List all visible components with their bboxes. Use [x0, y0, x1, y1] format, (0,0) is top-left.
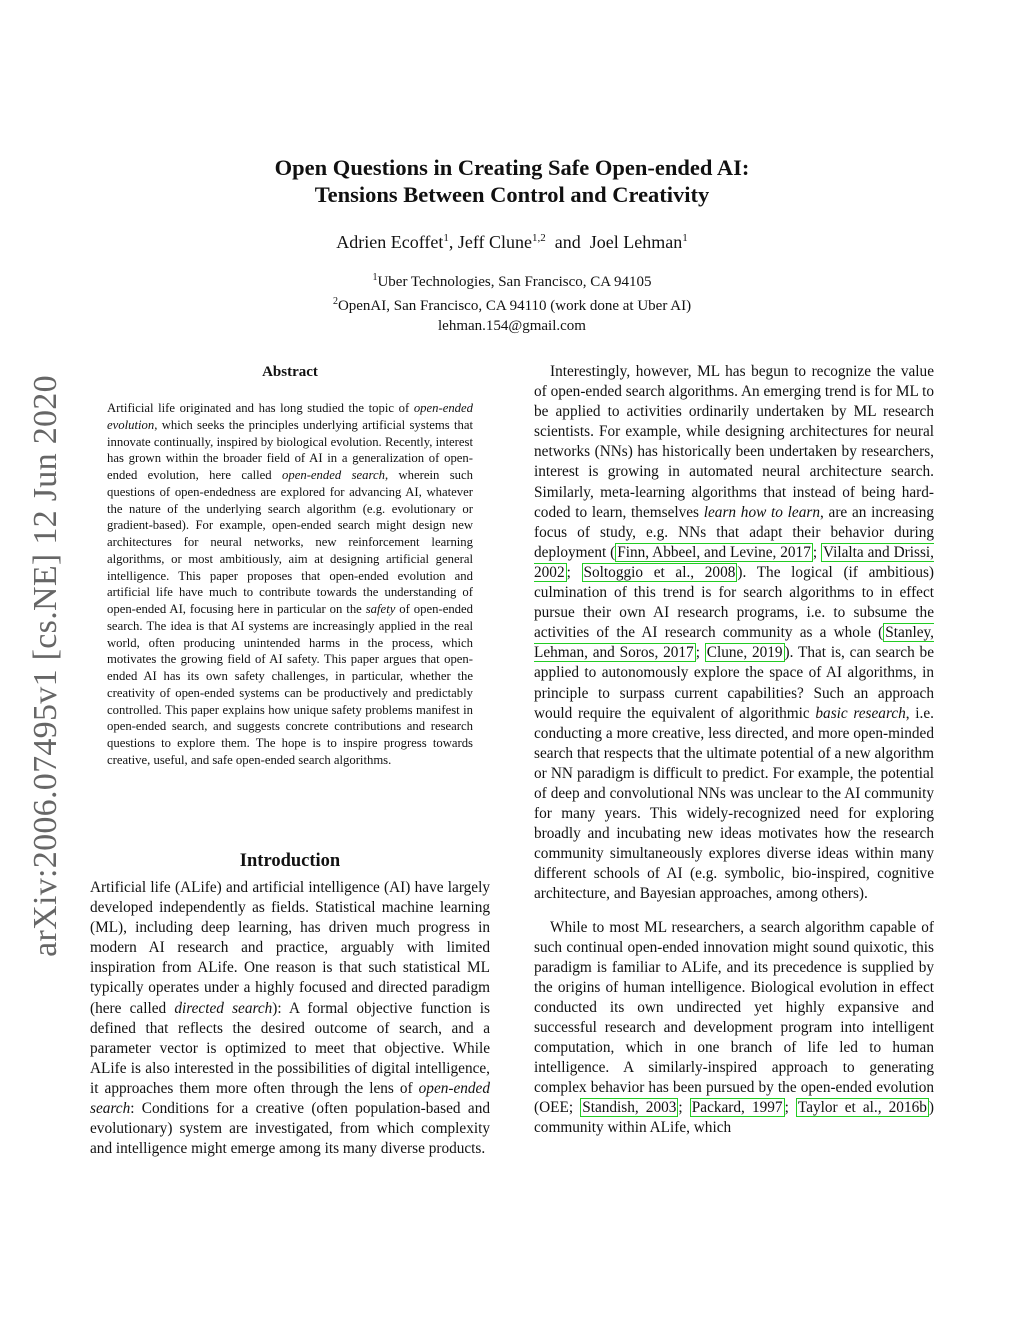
- right-column-text: [534, 362, 934, 1139]
- emphasis: directed search: [174, 999, 273, 1017]
- citation-link[interactable]: Soltoggio et al., 2008: [583, 563, 736, 581]
- emphasis: open-ended search: [90, 1079, 490, 1118]
- author-superscript: 1: [443, 232, 449, 244]
- author-name: Joel Lehman: [589, 232, 683, 252]
- affiliations: [160, 268, 864, 336]
- affiliation-1: $^1$Uber Technologies, San Francisco, CA 94105: [372, 272, 652, 290]
- abstract-heading: Abstract: [262, 364, 318, 380]
- author-conjunction: and: [554, 232, 581, 252]
- affiliation-superscript: 2: [332, 296, 338, 307]
- body-paragraph: While to most ML researchers, a search algorithm capable of such continual open-ended innovation might sound quixotic, this paradigm is familiar to ALife, and its precedence is supplied by the origins of human intelligence. Biological evolution in effect conducted its own undirected yet highly expansive and successful research and development program into intelligent computation, which in one branch of life led to human intelligence. A similarly-inspired approach to generating complex behavior has been pursued by the open-ended evolution (OEE; Standish, 2003 ; Packard, 1997 ; Taylor et al., 2016b ) community within ALife, which: [534, 918, 935, 1137]
- emphasis: open-ended evolution: [107, 401, 473, 432]
- body-paragraph: Interestingly, however, ML has begun to recognize the value of open-ended search algorithms. An emerging trend is for ML to be applied to activities ordinarily undertaken by ML research scientists. For example, while designing architectures for neural networks (NNs) has historically been undertaken by researchers, interest is growing in automated neural architecture search. Similarly, meta-learning algorithms that instead of being hard-coded to learn, themselves learn how to learn, are an increasing focus of study, e.g. NNs that adapt their behavior during deployment ( Finn, Abbeel, and Levine, 2017 ; Vilalta and Drissi, 2002 ; Soltoggio et al., 2008 ). The logical (if ambitious) culmination of this trend is for search algorithms to in effect pursue their own AI research programs, i.e. to subsume the activities of the AI research community as a whole ( Stanley, Lehman, and Soros, 2017 ; Clune, 2019 ). That is, can search be applied to autonomously explore the space of AI algorithms, in principle to surpass current capabilities? Such an approach would require the equivalent of algorithmic basic research, i.e. conducting a more creative, less directed, and more open-minded search that respects that the ultimate potential of a new algorithm or NN paradigm is difficult to predict. For example, the potential of deep and convolutional NNs was unclear to the AI community for many years. This widely-recognized need for exploring broadly and incubating new ideas motivates how the research community simultaneously explores diverse ideas within many different schools of AI (e.g. symbolic, bio-inspired, cognitive architecture, and Bayesian approaches, among others).: [534, 363, 935, 903]
- citation-link[interactable]: Finn, Abbeel, and Levine, 2017: [617, 543, 811, 561]
- author-list: Adrien Ecoffet$^1$, Jeff Clune$^{1,2}$ and Joel Lehman$^1$: [336, 232, 688, 252]
- introduction-heading: Introduction: [239, 851, 341, 871]
- citation-link[interactable]: Packard, 1997: [691, 1099, 783, 1117]
- contact-email: lehman.154@gmail.com: [438, 318, 586, 334]
- citation-link[interactable]: Vilalta and Drissi, 2002: [534, 543, 934, 581]
- emphasis: safety: [365, 602, 396, 616]
- introduction-paragraph: Artificial life (ALife) and artificial intelligence (AI) have largely developed independently as fields. Statistical machine learning (ML), including deep learning, has driven much progress in modern AI research and practice, arguably with limited inspiration from ALife. One reason is that such statistical ML typically operates under a highly focused and directed paradigm (here called directed search): A formal objective function is defined that reflects the desired outcome of search, and a parameter vector is optimized to meet that objective. While ALife is also interested in the possibilities of digital intelligence, it approaches them more often through the lens of open-ended search: Conditions for a creative (often population-based and evolutionary) system are investigated, from which complexity and intelligence might emerge among its many diverse products.: [90, 879, 490, 1158]
- citation-link[interactable]: Taylor et al., 2016b: [797, 1099, 927, 1117]
- title-line-2: Tensions Between Control and Creativity: [314, 182, 710, 207]
- author-name: Jeff Clune: [457, 232, 533, 252]
- paper-title: [160, 154, 864, 208]
- title-line-1: Open Questions in Creating Safe Open-ended AI:: [274, 155, 750, 180]
- citation-link[interactable]: Stanley, Lehman, and Soros, 2017: [534, 624, 934, 662]
- arxiv-sidebar: [26, 362, 66, 970]
- arxiv-identifier: arXiv:2006.07495v1 [cs.NE] 12 Jun 2020: [27, 375, 64, 957]
- author-superscript: 1,2: [532, 232, 546, 244]
- author-superscript: 1: [682, 232, 688, 244]
- citation-link[interactable]: Standish, 2003: [582, 1099, 677, 1117]
- emphasis: basic research: [815, 704, 906, 722]
- affiliation-superscript: 1: [372, 272, 378, 283]
- abstract-body: Artificial life originated and has long studied the topic of open-ended evolution, which seeks the principles underlying artificial systems that innovate continually, inspired by biological evolution. Recently, interest has grown within the broader field of AI in a generalization of open-ended evolution, here called open-ended search, wherein such questions of open-endedness are explored for advancing AI, whatever the nature of the underlying search algorithm (e.g. evolutionary or gradient-based). For example, open-ended search might design new architectures for neural networks, new reinforcement learning algorithms, or most ambitiously, aim at designing artificial general intelligence. This paper proposes that open-ended evolution and artificial life have much to contribute towards the understanding of open-ended AI, focusing here in particular on the safety of open-ended search. The idea is that AI systems are increasingly applied in the real world, often producing unintended harms in the process, which motivates the growing field of AI safety. This paper argues that open-ended AI has its own safety challenges, in particular, whether the creativity of open-ended systems can be productively and predictably controlled. This paper explains how unique safety problems manifest in open-ended search, and suggests concrete contributions and research questions to explore them. The hope is to inspire progress towards creative, useful, and safe open-ended search algorithms.: [107, 401, 473, 767]
- emphasis: learn how to learn: [703, 503, 820, 521]
- emphasis: open-ended search: [282, 468, 385, 482]
- affiliation-2: $^2$OpenAI, San Francisco, CA 94110 (work done at Uber AI): [332, 296, 692, 314]
- citation-link[interactable]: Clune, 2019: [706, 644, 783, 662]
- author-name: Adrien Ecoffet: [336, 232, 444, 252]
- left-column-text: [90, 878, 490, 1159]
